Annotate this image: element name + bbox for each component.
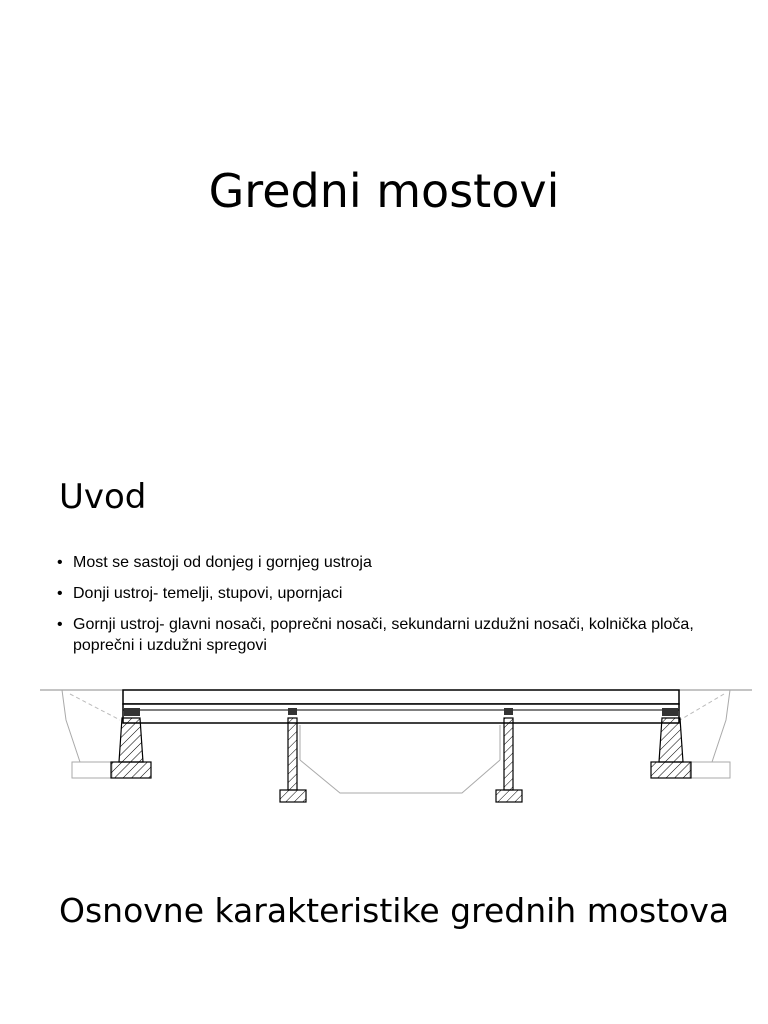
- next-section-heading: Osnovne karakteristike grednih mostova: [59, 891, 730, 930]
- bullet-item: [57, 614, 717, 656]
- bullet-text: Donji ustroj- temelji, stupovi, upornjaci: [73, 585, 343, 602]
- bullet-item: [57, 583, 717, 604]
- right-abutment-footing: [651, 762, 691, 778]
- right-embankment: [690, 690, 730, 762]
- slide-title: Gredni mostovi: [208, 164, 560, 218]
- left-abutment: [119, 718, 143, 762]
- left-bearing: [124, 708, 140, 716]
- channel-outline: [300, 760, 500, 793]
- bullet-item: [57, 552, 717, 573]
- right-pier-bearing: [504, 708, 513, 715]
- right-abutment: [659, 718, 683, 762]
- bullet-dot-icon: •: [57, 585, 63, 602]
- right-bearing: [662, 708, 678, 716]
- bullet-dot-icon: •: [57, 554, 63, 571]
- left-abutment-footing: [111, 762, 151, 778]
- left-pier: [288, 718, 297, 790]
- right-pier: [504, 718, 513, 790]
- left-pier-bearing: [288, 708, 297, 715]
- right-ground-slab: [690, 762, 730, 778]
- left-embankment: [62, 690, 110, 762]
- section-heading: Uvod: [59, 477, 147, 517]
- left-ground-slab: [72, 762, 112, 778]
- bullet-text: Gornji ustroj- glavni nosači, poprečni nosači, sekundarni uzdužni nosači, kolnička ploča, poprečni i uzdužni spregovi: [73, 616, 694, 654]
- right-pier-footing: [496, 790, 522, 802]
- bridge-deck: [123, 690, 679, 704]
- left-pier-footing: [280, 790, 306, 802]
- bullet-dot-icon: •: [57, 616, 63, 633]
- bullet-text: Most se sastoji od donjeg i gornjeg ustroja: [73, 554, 372, 571]
- bullet-list: [57, 552, 717, 666]
- bridge-diagram: [0, 680, 768, 810]
- main-girder: [123, 704, 679, 723]
